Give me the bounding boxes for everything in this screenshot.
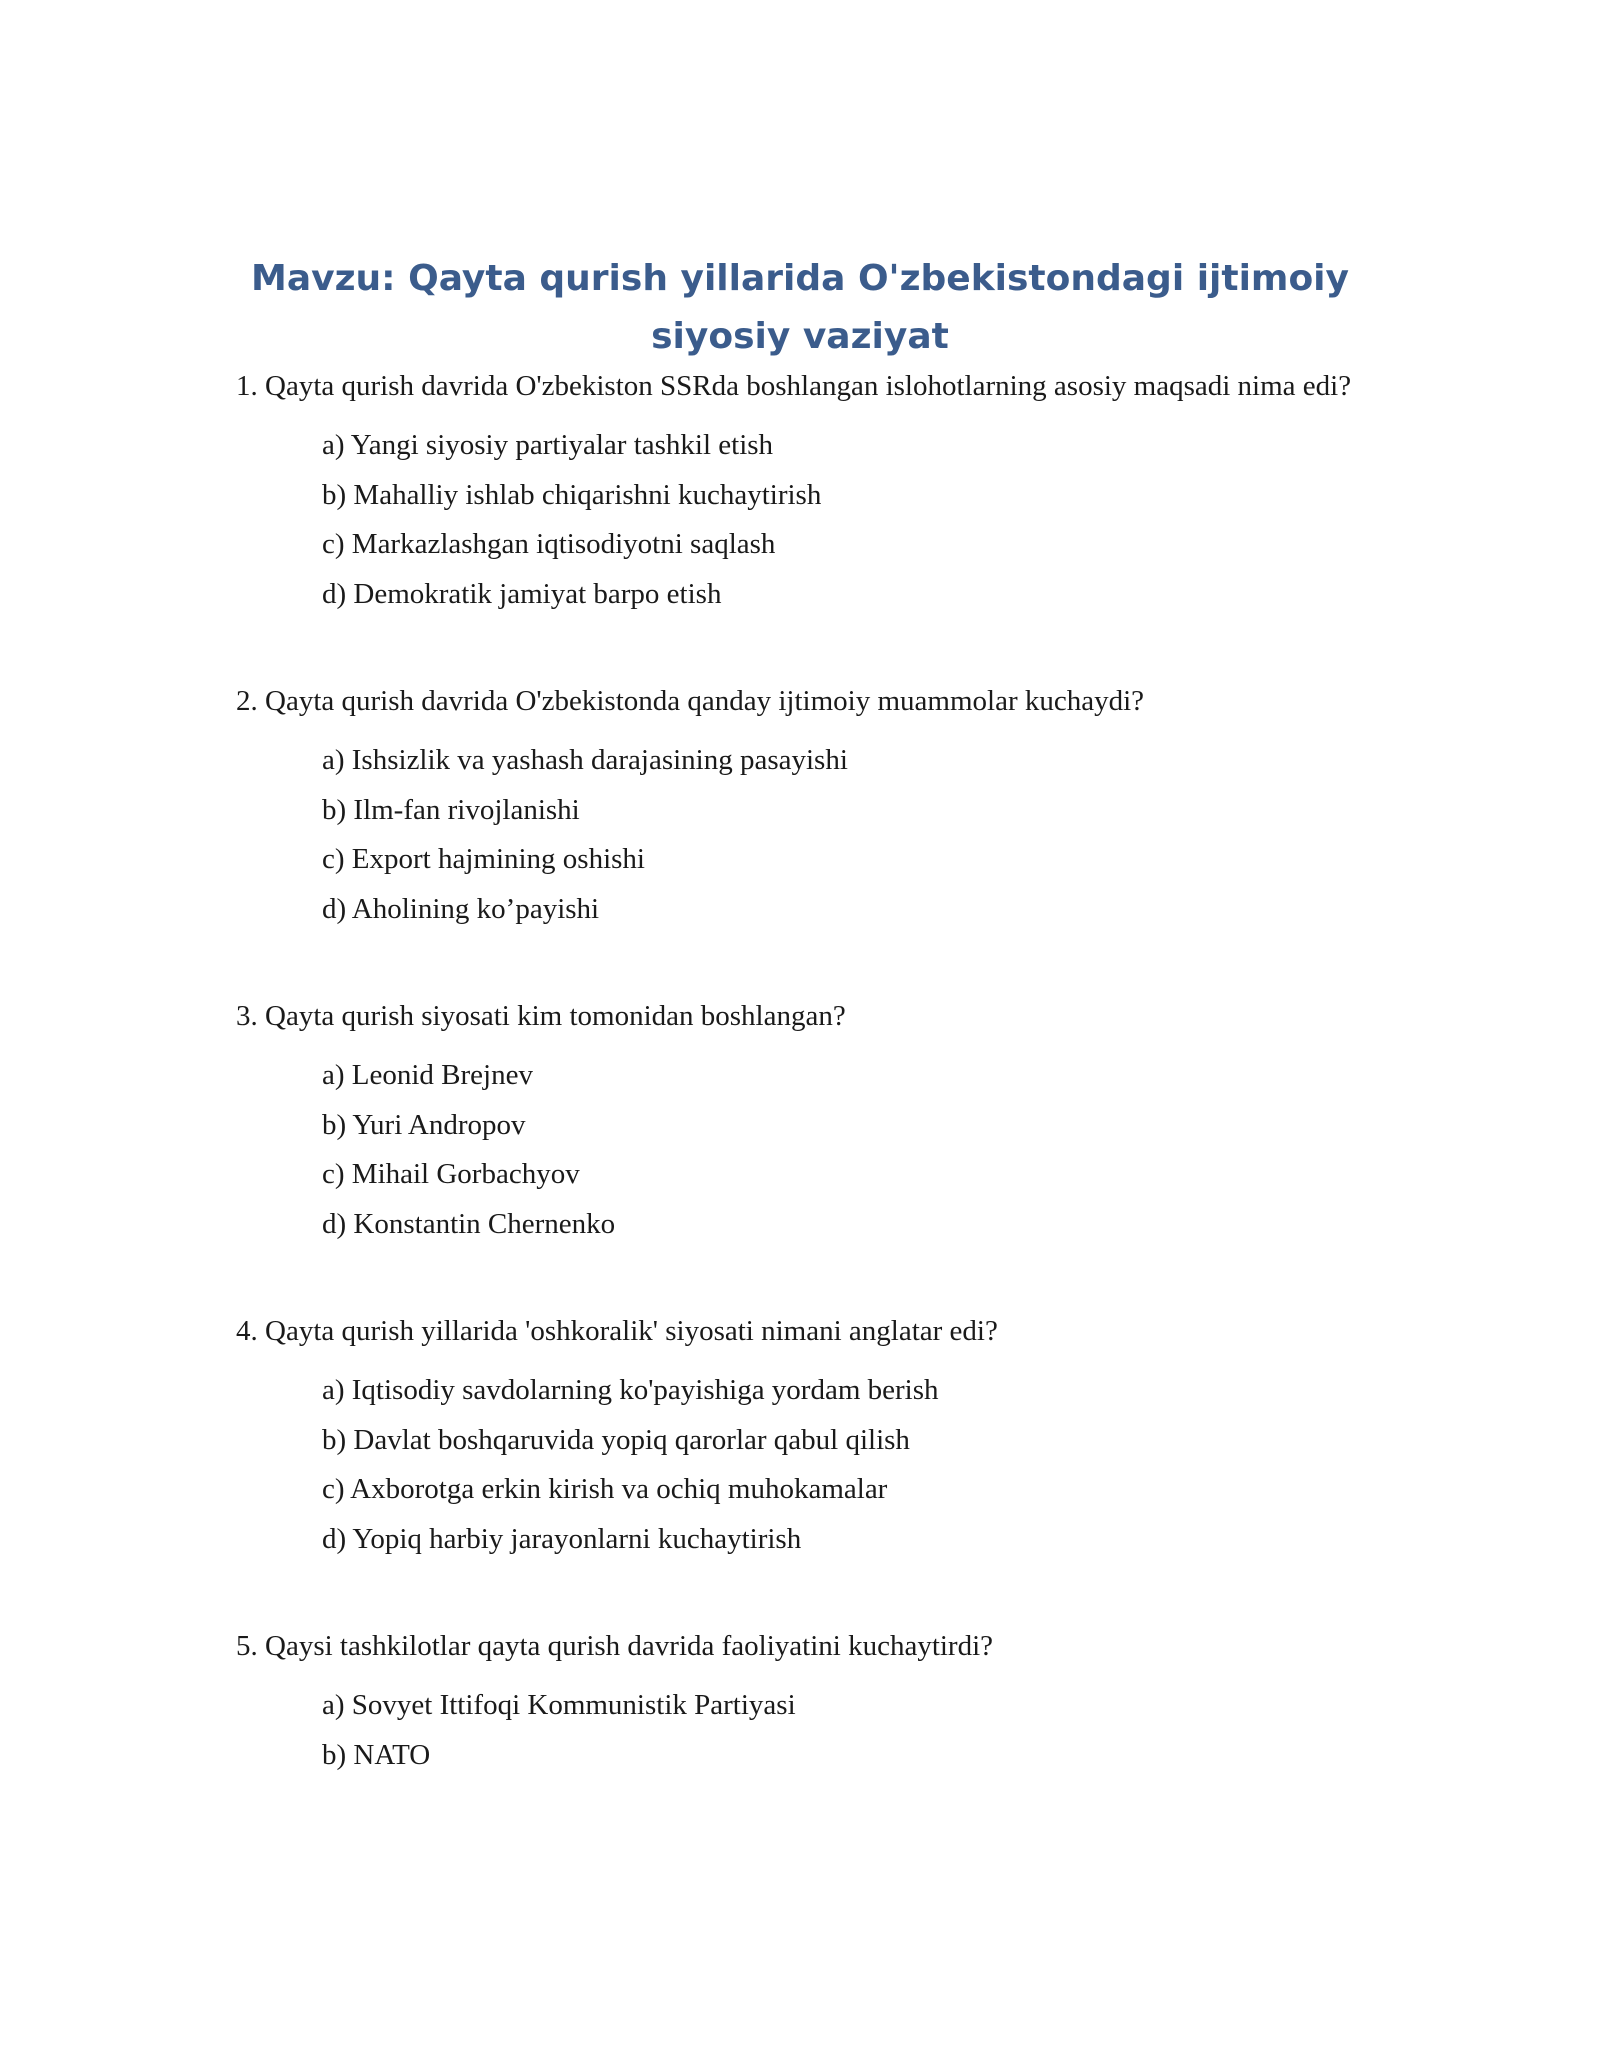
answer-option-b: b) Mahalliy ishlab chiqarishni kuchaytirish: [322, 478, 822, 511]
question-text: 4. Qayta qurish yillarida 'oshkoralik' siyosati nimani anglatar edi?: [236, 1315, 998, 1347]
answer-options: [236, 1051, 1364, 1249]
answer-option-b: b) Yuri Andropov: [322, 1108, 526, 1141]
question-list: [236, 366, 1364, 1842]
answer-option-a: a) Leonid Brejnev: [322, 1059, 533, 1091]
question-2: [236, 681, 1364, 934]
answer-option-d: d) Yopiq harbiy jarayonlarni kuchaytirish: [322, 1522, 802, 1555]
answer-option-c: c) Mihail Gorbachyov: [322, 1158, 580, 1190]
question-text: 2. Qayta qurish davrida O'zbekistonda qanday ijtimoiy muammolar kuchaydi?: [236, 685, 1145, 717]
answer-options: [236, 1366, 1364, 1564]
question-text: 5. Qaysi tashkilotlar qayta qurish davrida faoliyatini kuchaytirdi?: [236, 1630, 994, 1662]
answer-options: [236, 1681, 1364, 1780]
answer-option-b: b) Ilm-fan rivojlanishi: [322, 793, 580, 826]
answer-option-b: b) NATO: [322, 1738, 431, 1771]
answer-options: [236, 421, 1364, 619]
question-5: [236, 1626, 1364, 1780]
question-4: [236, 1311, 1364, 1564]
answer-option-c: c) Axborotga erkin kirish va ochiq muhokamalar: [322, 1473, 888, 1505]
answer-option-d: d) Demokratik jamiyat barpo etish: [322, 577, 722, 610]
answer-options: [236, 736, 1364, 934]
question-text: 1. Qayta qurish davrida O'zbekiston SSRda boshlangan islohotlarning asosiy maqsadi nima edi?: [236, 370, 1352, 402]
answer-option-d: d) Konstantin Chernenko: [322, 1207, 616, 1240]
answer-option-b: b) Davlat boshqaruvida yopiq qarorlar qabul qilish: [322, 1423, 910, 1456]
question-3: [236, 996, 1364, 1249]
question-1: [236, 366, 1364, 619]
answer-option-a: a) Sovyet Ittifoqi Kommunistik Partiyasi: [322, 1689, 796, 1721]
answer-option-d: d) Aholining ko’payishi: [322, 892, 600, 925]
answer-option-a: a) Iqtisodiy savdolarning ko'payishiga yordam berish: [322, 1374, 939, 1406]
question-text: 3. Qayta qurish siyosati kim tomonidan boshlangan?: [236, 1000, 846, 1032]
page-title: Mavzu: Qayta qurish yillarida O'zbekistondagi ijtimoiy siyosiy vaziyat: [251, 258, 1349, 357]
answer-option-c: c) Export hajmining oshishi: [322, 843, 645, 875]
answer-option-a: a) Ishsizlik va yashash darajasining pasayishi: [322, 744, 848, 776]
answer-option-a: a) Yangi siyosiy partiyalar tashkil etish: [322, 429, 774, 461]
answer-option-c: c) Markazlashgan iqtisodiyotni saqlash: [322, 528, 776, 560]
